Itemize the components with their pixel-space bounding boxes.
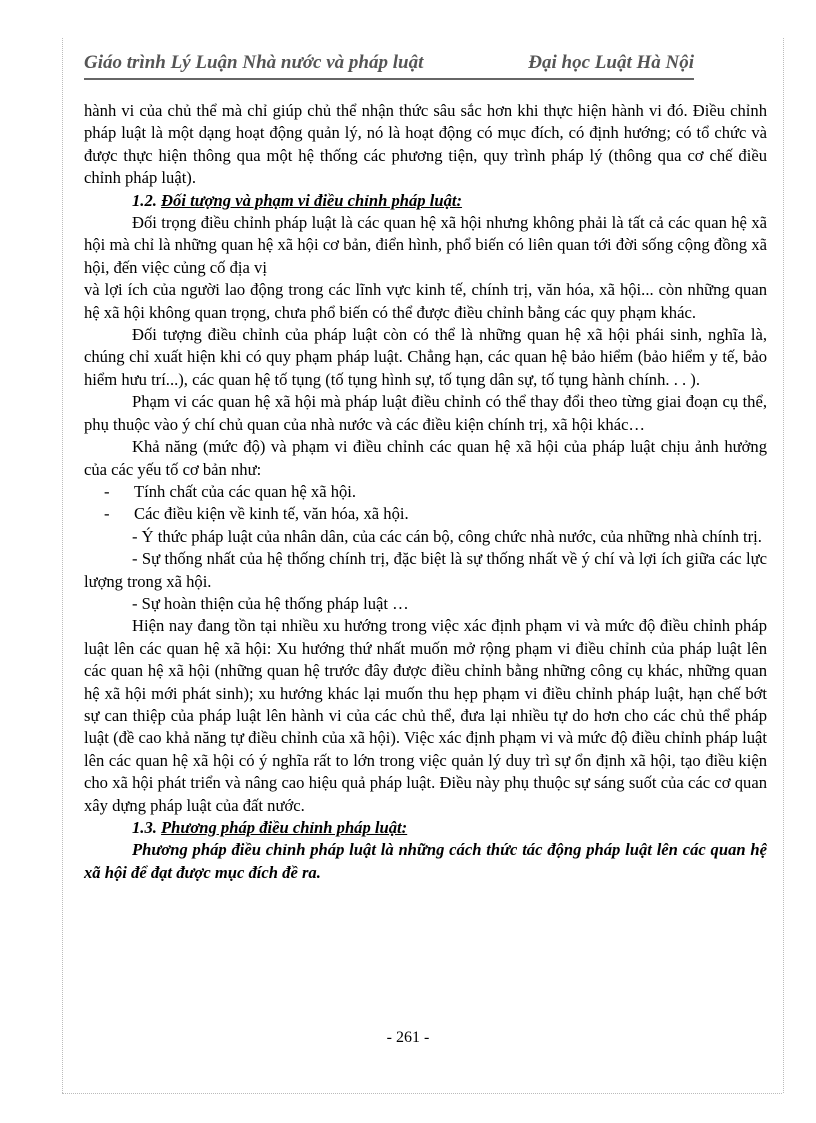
paragraph: Hiện nay đang tồn tại nhiều xu hướng trong việc xác định phạm vi và mức độ điều chỉnh pháp luật lên các quan hệ xã hội: Xu hướng thứ nhất muốn mở rộng phạm vi điều chỉnh của pháp luật lên các quan hệ xã hội (những quan hệ trước đây được điều chỉnh bằng những công cụ khác, những quan hệ xã hội mới phát sinh); xu hướng khác lại muốn thu hẹp phạm vi điều chỉnh pháp luật, hạn chế bớt sự can thiệp của pháp luật lên hành vi của các chủ thể, đưa lại nhiều tự do hơn cho các chủ thể pháp luật (đề cao khả năng tự điều chỉnh của xã hội). Việc xác định phạm vi và mức độ điều chỉnh pháp luật lên các quan hệ xã hội có ý nghĩa rất to lớn trong việc quản lý duy trì sự ổn định xã hội, tạo điều kiện cho xã hội phát triển và nâng cao hiệu quả pháp luật. Điều này phụ thuộc sự sáng suốt của các cơ quan xây dựng pháp luật của đất nước. bbox=[84, 616, 767, 815]
section-heading-1-2 bbox=[84, 190, 767, 212]
list-item: - Ý thức pháp luật của nhân dân, của các cán bộ, công chức nhà nước, của những nhà chính trị. bbox=[132, 526, 762, 546]
section-number: 1.3. bbox=[132, 818, 157, 837]
paragraph: Khả năng (mức độ) và phạm vi điều chỉnh các quan hệ xã hội của pháp luật chịu ảnh hưởng của các yếu tố cơ bản như: bbox=[84, 437, 767, 479]
list-item: - Sự thống nhất của hệ thống chính trị, đặc biệt là sự thống nhất về ý chí và lợi ích giữa các lực lượng trong xã hội. bbox=[84, 549, 767, 591]
running-header bbox=[84, 52, 694, 80]
list-item bbox=[84, 503, 767, 525]
section-title: Đối tượng và phạm vi điều chỉnh pháp luật: bbox=[161, 190, 463, 210]
list-item bbox=[84, 481, 767, 503]
page-frame-bottom bbox=[62, 1093, 782, 1094]
list-item: - Sự hoàn thiện của hệ thống pháp luật … bbox=[132, 593, 409, 613]
page-number: - 261 - bbox=[386, 1029, 430, 1046]
paragraph: hành vi của chủ thể mà chỉ giúp chủ thể nhận thức sâu sắc hơn khi thực hiện hành vi đó. Điều chỉnh pháp luật là một dạng hoạt động quản lý, nó là hoạt động có mục đích, có định hướng; có tổ chức và được thực hiện thông qua một hệ thống các phương tiện, quy trình pháp lý (thông qua cơ chế điều chỉnh pháp luật). bbox=[84, 101, 767, 188]
paragraph: Đối trọng điều chỉnh pháp luật là các quan hệ xã hội nhưng không phải là tất cả các quan hệ xã hội mà chỉ là những quan hệ xã hội cơ bản, điển hình, phổ biến có liên quan tới đời sống cộng đồng xã hội, đến việc củng cố địa vị bbox=[84, 213, 767, 277]
paragraph: và lợi ích của người lao động trong các lĩnh vực kinh tế, chính trị, văn hóa, xã hội... còn những quan hệ xã hội không quan trọng, chưa phổ biến có thể được điều chỉnh bằng các quy phạm khác. bbox=[84, 280, 767, 322]
dash-marker: - bbox=[104, 504, 110, 524]
paragraph: Phạm vi các quan hệ xã hội mà pháp luật điều chỉnh có thể thay đổi theo từng giai đoạn cụ thể, phụ thuộc vào ý chí chủ quan của nhà nước và các điều kiện chính trị, xã hội khác… bbox=[84, 392, 767, 434]
header-book-title: Giáo trình Lý Luận Nhà nước và pháp luật bbox=[84, 52, 424, 73]
header-institution: Đại học Luật Hà Nội bbox=[528, 52, 694, 73]
list-item-text: Tính chất của các quan hệ xã hội. bbox=[134, 481, 357, 501]
section-heading-1-3 bbox=[84, 817, 767, 839]
paragraph: Đối tượng điều chỉnh của pháp luật còn có thể là những quan hệ xã hội phái sinh, nghĩa là, chúng chỉ xuất hiện khi có quy phạm pháp luật. Chẳng hạn, các quan hệ bảo hiểm (bảo hiểm y tế, bảo hiểm hưu trí...), các quan hệ tố tụng (tố tụng hình sự, tố tụng dân sự, tố tụng hành chính. . . ). bbox=[84, 325, 767, 389]
section-title: Phương pháp điều chỉnh pháp luật: bbox=[161, 818, 408, 837]
list-item-text: Các điều kiện về kinh tế, văn hóa, xã hội. bbox=[134, 504, 409, 524]
dash-marker: - bbox=[104, 481, 110, 501]
paragraph-definition: Phương pháp điều chỉnh pháp luật là những cách thức tác động pháp luật lên các quan hệ xã hội để đạt được mục đích đề ra. bbox=[84, 840, 767, 882]
section-number: 1.2. bbox=[132, 190, 157, 210]
body-text bbox=[84, 100, 767, 884]
